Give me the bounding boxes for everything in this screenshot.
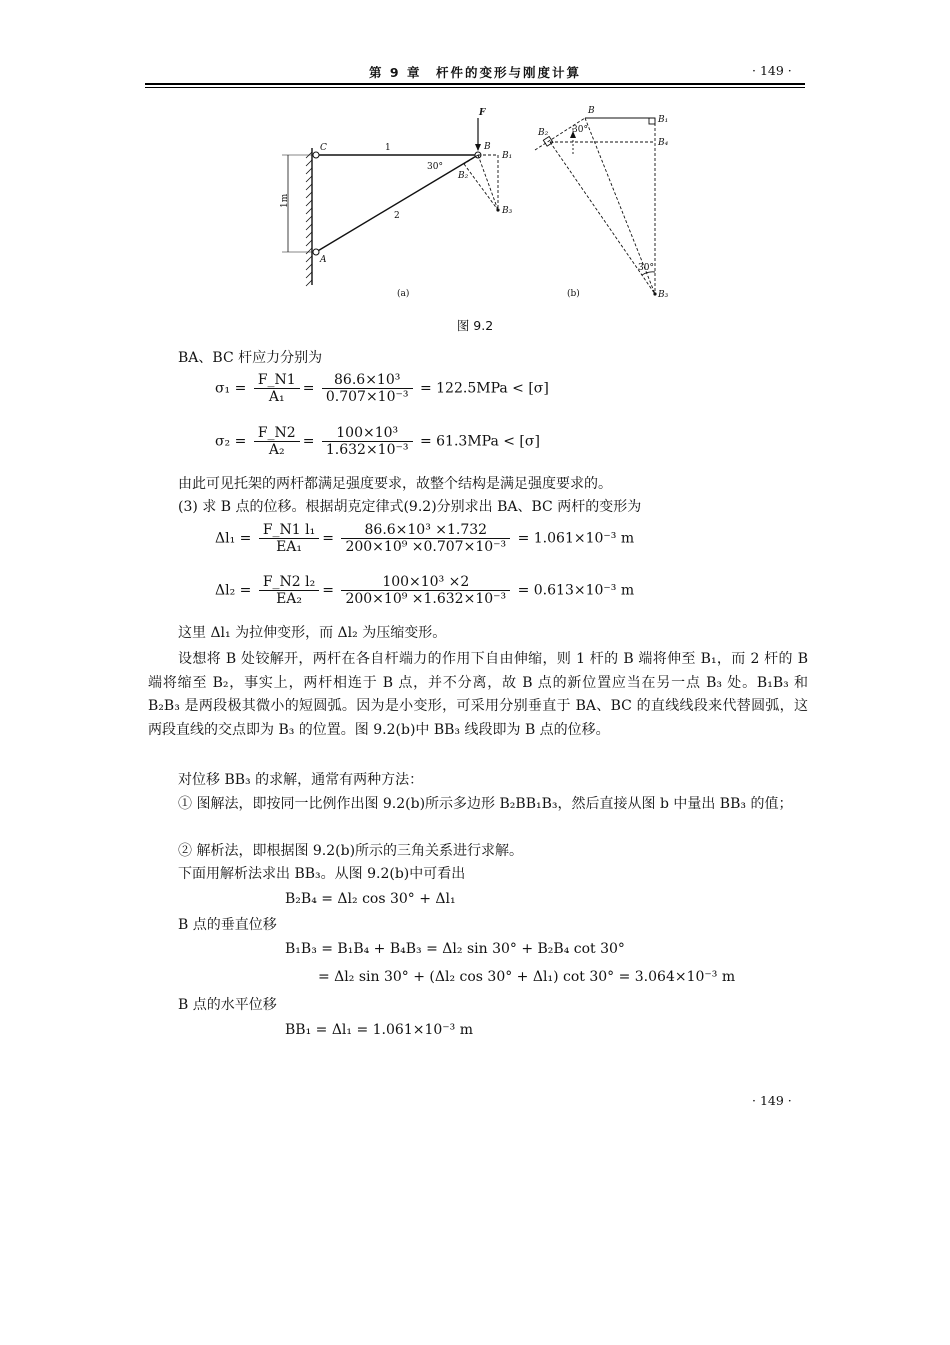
header-rule-thin — [145, 87, 805, 88]
displacement-polygon-b — [535, 118, 655, 294]
frac-num: 86.6×10³ ×1.732 — [341, 522, 510, 539]
figure-9-2 — [270, 100, 690, 310]
equation-b1b3-line1: B₁B₃ = B₁B₄ + B₄B₃ = Δl₂ sin 30° + B₂B₄ cot 30° — [285, 941, 625, 957]
frac-den: EA₁ — [276, 539, 303, 555]
paragraph-text: 设想将 B 处铰解开，两杆在各自杆端力的作用下自由伸缩，则 1 杆的 B 端将伸至 B₁，而 2 杆的 B 端将缩至 B₂，事实上，两杆相连于 B 点，并不分离，故 B 点的新位置应当在另一点 B₃ 处。B₁B₃ 和 B₂B₃ 是两段极其微小的短圆弧。因为是小变形，可采用分别垂直于 BA、BC 的直线线段来代替圆弧，这两段直线的交点即为 B₃ 的位置。图 9.2(b)中 BB₃ 线段即为 B 点的位移。 — [148, 651, 808, 738]
wall-hatching — [306, 152, 312, 286]
paragraph — [148, 648, 808, 742]
frac-num: F_N1 l₁ — [259, 522, 319, 539]
frac-den: A₁ — [268, 389, 285, 405]
running-header-title: 第 9 章 杆件的变形与刚度计算 — [369, 65, 581, 80]
label-b1-b: B₁ — [658, 115, 669, 125]
frac-num: F_N2 — [254, 425, 300, 442]
eq-rhs: = 1.061×10⁻³ m — [517, 530, 635, 547]
label-bar1: 1 — [385, 143, 391, 153]
eq-lhs: Δl₂ = — [215, 582, 252, 599]
eq-lhs: Δl₁ = — [215, 530, 252, 547]
text-line: 下面用解析法求出 BB₃。从图 9.2(b)中可看出 — [178, 866, 466, 882]
equation-b2b4: B₂B₄ = Δl₂ cos 30° + Δl₁ — [285, 891, 456, 907]
running-header-page-number: · 149 · — [752, 63, 792, 78]
hinge-a — [313, 249, 319, 255]
frac-den: 200×10⁹ ×0.707×10⁻³ — [345, 539, 507, 555]
frac-num: 100×10³ — [322, 425, 413, 442]
equation-dl1: Δl₁ = $\frac{\text{F\_N1 l₁}}{\text{EA₁}}$ = $\frac{\text{86.6×10³ ×1.732}}{\text{200×10⁹ ×0.707×10⁻³}}$ = 1.061×10⁻³ m — [215, 522, 635, 555]
text-line: B 点的水平位移 — [178, 997, 277, 1013]
label-b: B — [484, 142, 491, 152]
hinge-c — [313, 152, 319, 158]
label-b1: B₁ — [502, 151, 513, 161]
label-length: 1m — [280, 193, 290, 208]
label-b-b: B — [588, 106, 595, 116]
figure-caption: 图 9.2 — [456, 318, 494, 333]
frac-num: 86.6×10³ — [322, 372, 413, 389]
equation-b1b3-line2: = Δl₂ sin 30° + (Δl₂ cos 30° + Δl₁) cot 30° = 3.064×10⁻³ m — [318, 969, 736, 985]
label-sub-b: (b) — [567, 289, 580, 299]
bar-2 — [316, 155, 478, 252]
frac-den: A₂ — [268, 442, 285, 458]
equation-dl2: Δl₂ = $\frac{\text{F\_N2 l₂}}{\text{EA₂}}$ = $\frac{\text{100×10³ ×2}}{\text{200×10⁹ ×1.632×10⁻³}}$ = 0.613×10⁻³ m — [215, 574, 635, 607]
frac-den: 200×10⁹ ×1.632×10⁻³ — [345, 591, 507, 607]
eq-rhs: = 61.3MPa < [σ] — [419, 433, 540, 450]
label-c: C — [320, 143, 327, 153]
label-bar2: 2 — [394, 211, 400, 221]
label-b2-b: B₂ — [538, 128, 549, 138]
text-line: ② 解析法，即根据图 9.2(b)所示的三角关系进行求解。 — [178, 843, 524, 859]
label-f: F — [479, 108, 486, 118]
text-line: 由此可见托架的两杆都满足强度要求，故整个结构是满足强度要求的。 — [178, 476, 612, 492]
eq-rhs: = 0.613×10⁻³ m — [517, 582, 635, 599]
label-b4-b: B₄ — [658, 138, 669, 148]
label-b3-b: B₃ — [658, 290, 669, 300]
equation-bb1: BB₁ = Δl₁ = 1.061×10⁻³ m — [285, 1022, 474, 1038]
eq-lhs: σ₁ = — [215, 380, 247, 397]
frac-num: 100×10³ ×2 — [341, 574, 510, 591]
frac-den: EA₂ — [276, 591, 303, 607]
frac-num: F_N1 — [254, 372, 300, 389]
frac-num: F_N2 l₂ — [259, 574, 319, 591]
label-sub-a: (a) — [397, 289, 410, 299]
footer-page-number: · 149 · — [752, 1093, 792, 1108]
eq-rhs: = 122.5MPa < [σ] — [419, 380, 549, 397]
frac-den: 1.632×10⁻³ — [325, 442, 409, 458]
paragraph-text: ① 图解法，即按同一比例作出图 9.2(b)所示多边形 B₂BB₁B₃，然后直接从图 b 中量出 BB₃ 的值； — [178, 796, 793, 812]
label-b2: B₂ — [458, 171, 469, 181]
equation-sigma2: σ₂ = $\frac{F\_N2}{\text{A₂}}$ = $\frac{\text{100×10³}}{\text{1.632×10⁻³}}$ = 61.3MPa < [σ] — [215, 425, 540, 458]
text-line: 对位移 BB₃ 的求解，通常有两种方法： — [178, 772, 424, 788]
label-angle-a: 30° — [427, 162, 443, 172]
paragraph — [148, 793, 808, 817]
equation-sigma1: σ₁ = $\frac{F\_N1}{\text{A₁}}$ = $\frac{\text{86.6×10³}}{\text{0.707×10⁻³}}$ = 122.5MPa < [σ] — [215, 372, 549, 405]
frac-den: 0.707×10⁻³ — [325, 389, 409, 405]
label-b3: B₃ — [502, 206, 513, 216]
header-rule-thick — [145, 83, 805, 85]
label-angle-b1: 30° — [572, 125, 588, 135]
displacement-lines-a — [464, 155, 498, 210]
label-angle-b2: 30° — [638, 263, 654, 273]
text-line: BA、BC 杆应力分别为 — [178, 350, 323, 366]
text-line: 这里 Δl₁ 为拉伸变形，而 Δl₂ 为压缩变形。 — [178, 625, 447, 641]
eq-lhs: σ₂ = — [215, 433, 247, 450]
text-line: (3) 求 B 点的位移。根据胡克定律式(9.2)分别求出 BA、BC 两杆的变形为 — [178, 499, 642, 515]
text-line: B 点的垂直位移 — [178, 917, 277, 933]
label-a: A — [320, 255, 327, 265]
